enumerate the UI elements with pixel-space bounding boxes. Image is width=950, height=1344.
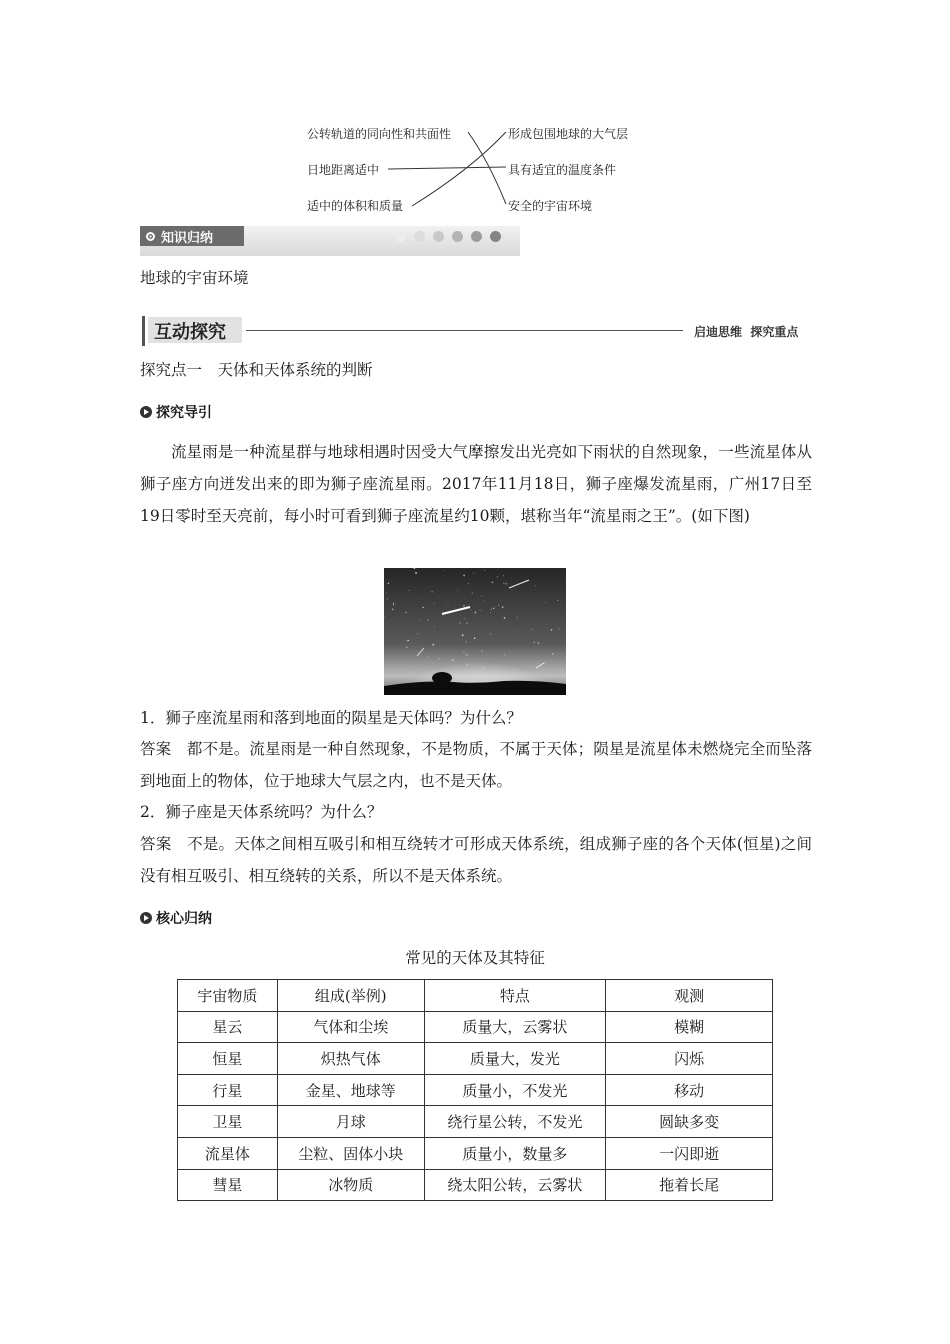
guide-paragraph: 流星雨是一种流星群与地球相遇时因受大气摩擦发出光亮如下雨状的自然现象，一些流星体从狮子座方向迸发出来的即为狮子座流星雨。2017年11月18日，狮子座爆发流星雨，广州17日至19日零时至天亮前，每小时可看到狮子座流星约10颗，堪称当年“流星雨之王”。(如下图) xyxy=(140,443,812,525)
knowledge-summary-title: 知识归纳 xyxy=(161,230,214,246)
meteor-shower-photo xyxy=(384,568,566,695)
celestial-bodies-table xyxy=(177,979,773,1201)
progress-dot xyxy=(414,231,425,242)
table-cell: 质量小，不发光 xyxy=(424,1074,606,1106)
table-cell: 彗星 xyxy=(178,1169,278,1201)
target-icon xyxy=(146,232,155,241)
table-row xyxy=(178,1011,773,1043)
guide-heading xyxy=(140,402,212,422)
summary-text: 地球的宇宙环境 xyxy=(140,269,249,287)
guide-heading-text: 探究导引 xyxy=(156,405,212,421)
progress-dot xyxy=(490,231,501,242)
table-header-cell: 观测 xyxy=(606,980,773,1012)
table-cell: 月球 xyxy=(277,1106,424,1138)
table-cell: 星云 xyxy=(178,1011,278,1043)
header-rule xyxy=(246,330,683,331)
match-right-2: 具有适宜的温度条件 xyxy=(508,163,617,177)
table-header-cell: 组成(举例) xyxy=(277,980,424,1012)
match-right-3: 安全的宇宙环境 xyxy=(508,199,593,213)
table-row xyxy=(178,1106,773,1138)
table-cell: 圆缺多变 xyxy=(606,1106,773,1138)
table-cell: 闪烁 xyxy=(606,1043,773,1075)
table-cell: 气体和尘埃 xyxy=(277,1011,424,1043)
table-header-cell: 特点 xyxy=(424,980,606,1012)
table-cell: 移动 xyxy=(606,1074,773,1106)
play-icon xyxy=(140,406,152,418)
table-cell: 流星体 xyxy=(178,1137,278,1169)
table-cell: 模糊 xyxy=(606,1011,773,1043)
match-left-3: 适中的体积和质量 xyxy=(307,199,404,213)
table-cell: 拖着长尾 xyxy=(606,1169,773,1201)
table-cell: 冰物质 xyxy=(277,1169,424,1201)
table-cell: 炽热气体 xyxy=(277,1043,424,1075)
progress-dot xyxy=(395,231,406,242)
table-caption: 常见的天体及其特征 xyxy=(405,949,545,967)
table-cell: 绕太阳公转，云雾状 xyxy=(424,1169,606,1201)
answer-1: 答案 都不是。流星雨是一种自然现象，不是物质，不属于天体；陨星是流星体未燃烧完全而坠落到地面上的物体，位于地球大气层之内，也不是天体。 xyxy=(140,740,812,790)
match-line-2 xyxy=(388,167,506,169)
knowledge-summary-tab xyxy=(140,226,244,246)
match-line-3 xyxy=(412,132,506,206)
table-cell: 行星 xyxy=(178,1074,278,1106)
table-cell: 质量大，发光 xyxy=(424,1043,606,1075)
knowledge-summary-bar xyxy=(140,226,520,256)
interactive-subtitle: 启迪思维 探究重点 xyxy=(694,325,799,339)
answer-2: 答案 不是。天体之间相互吸引和相互绕转才可形成天体系统，组成狮子座的各个天体(恒星)之间没有相互吸引、相互绕转的关系，所以不是天体系统。 xyxy=(140,835,812,885)
table-cell: 质量小，数量多 xyxy=(424,1137,606,1169)
table-cell: 卫星 xyxy=(178,1106,278,1138)
table-cell: 恒星 xyxy=(178,1043,278,1075)
table-cell: 尘粒、固体小块 xyxy=(277,1137,424,1169)
table-cell: 金星、地球等 xyxy=(277,1074,424,1106)
table-row xyxy=(178,1169,773,1201)
progress-dot xyxy=(452,231,463,242)
table-row xyxy=(178,1074,773,1106)
table-header-cell: 宇宙物质 xyxy=(178,980,278,1012)
match-left-1: 公转轨道的同向性和共面性 xyxy=(307,127,452,141)
header-accent xyxy=(142,316,145,346)
table-cell: 一闪即逝 xyxy=(606,1137,773,1169)
match-right-1: 形成包围地球的大气层 xyxy=(508,127,629,141)
table-row xyxy=(178,1137,773,1169)
explore-point-title: 探究点一 天体和天体系统的判断 xyxy=(140,361,373,379)
matching-lines xyxy=(0,0,950,230)
interactive-title: 互动探究 xyxy=(154,322,226,343)
table-cell: 质量大，云雾状 xyxy=(424,1011,606,1043)
progress-dot xyxy=(471,231,482,242)
match-left-2: 日地距离适中 xyxy=(307,163,380,177)
play-icon xyxy=(140,912,152,924)
progress-dots xyxy=(395,231,501,242)
question-2: 2．狮子座是天体系统吗？为什么？ xyxy=(140,803,383,821)
progress-dot xyxy=(433,231,444,242)
table-cell: 绕行星公转，不发光 xyxy=(424,1106,606,1138)
core-heading xyxy=(140,908,212,928)
table-row xyxy=(178,1043,773,1075)
question-1: 1．狮子座流星雨和落到地面的陨星是天体吗？为什么？ xyxy=(140,709,522,727)
core-heading-text: 核心归纳 xyxy=(156,911,212,927)
table-header-row xyxy=(178,980,773,1012)
